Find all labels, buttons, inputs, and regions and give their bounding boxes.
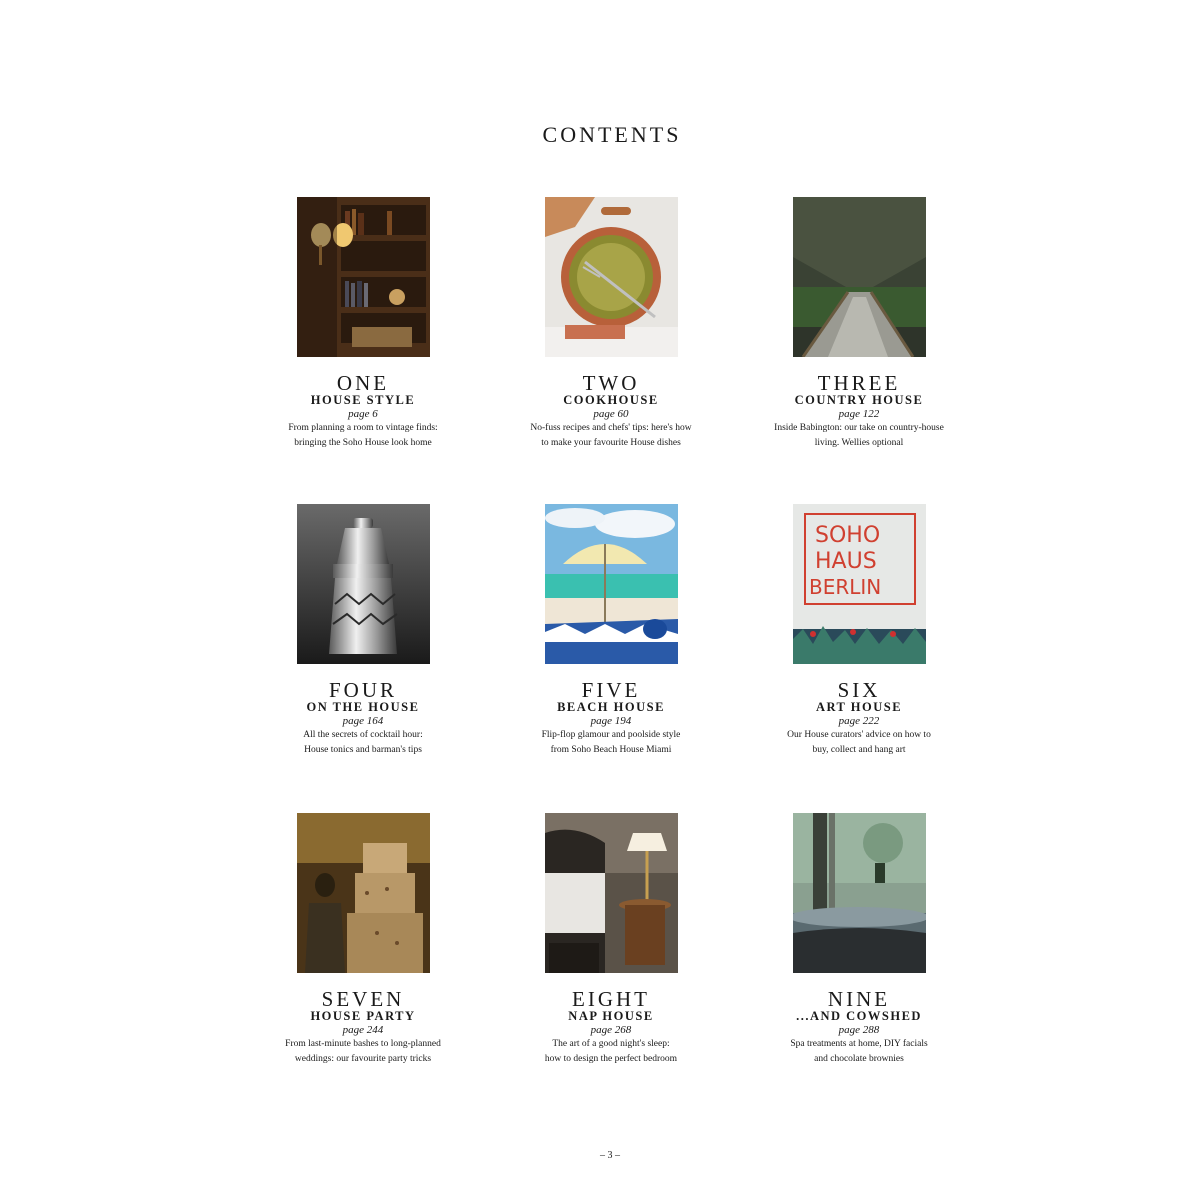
- chapter-description-line: Inside Babington: our take on country-house: [774, 423, 944, 433]
- chapter-description-line: weddings: our favourite party tricks: [294, 1054, 432, 1064]
- spa-pool-photo: [793, 813, 926, 973]
- chapter-entry[interactable]: [744, 813, 974, 1067]
- chapter-entry[interactable]: [248, 504, 478, 758]
- chapter-number: FIVE: [581, 678, 641, 702]
- chapter-number: SEVEN: [321, 987, 405, 1011]
- chapter-entry[interactable]: [496, 813, 726, 1067]
- chapter-entry[interactable]: [496, 504, 726, 758]
- chapter-page: page 6: [348, 408, 378, 420]
- beach-umbrella-photo: [545, 504, 678, 664]
- chapter-description-line: to make your favourite House dishes: [541, 438, 681, 448]
- soho-haus-berlin-artwork-photo: [793, 504, 926, 664]
- cocktail-shaker-photo: [297, 504, 430, 664]
- chapter-number: FOUR: [328, 678, 398, 702]
- chapter-entry[interactable]: [744, 197, 974, 451]
- chapter-number: THREE: [817, 371, 901, 395]
- chapter-entry[interactable]: [248, 197, 478, 451]
- chapter-page: page 268: [590, 1024, 632, 1036]
- chapter-page: page 164: [342, 715, 384, 727]
- chapter-number: SIX: [837, 678, 881, 702]
- chapter-name: NAP HOUSE: [568, 1009, 654, 1023]
- bedroom-photo: [545, 813, 678, 973]
- chapter-description-line: Spa treatments at home, DIY facials: [790, 1039, 928, 1049]
- chapter-page: page 60: [593, 408, 629, 420]
- copper-pan-photo: [545, 197, 678, 357]
- chapter-description-line: living. Wellies optional: [814, 438, 904, 448]
- chapter-page: page 122: [838, 408, 880, 420]
- contents-title: CONTENTS: [542, 122, 682, 147]
- chapter-entry[interactable]: [248, 813, 478, 1067]
- chapter-name: COUNTRY HOUSE: [794, 393, 924, 407]
- library-photo: [297, 197, 430, 357]
- chapter-entry[interactable]: [744, 504, 974, 758]
- chapter-name: BEACH HOUSE: [557, 700, 665, 714]
- chapter-description-line: bringing the Soho House look home: [294, 438, 432, 448]
- artwork-text-line: SOHO: [814, 523, 880, 548]
- wedding-cake-photo: [297, 813, 430, 973]
- chapter-name: HOUSE PARTY: [310, 1009, 416, 1023]
- country-path-photo: [793, 197, 926, 357]
- chapter-description-line: From planning a room to vintage finds:: [288, 423, 438, 433]
- chapter-description-line: and chocolate brownies: [814, 1054, 904, 1064]
- chapter-page: page 222: [838, 715, 880, 727]
- chapter-description-line: Our House curators' advice on how to: [787, 730, 931, 740]
- chapter-description-line: From last-minute bashes to long-planned: [285, 1039, 441, 1049]
- chapter-name: COOKHOUSE: [563, 393, 659, 407]
- chapter-description-line: from Soho Beach House Miami: [550, 745, 672, 755]
- chapter-page: page 288: [838, 1024, 880, 1036]
- chapter-description-line: buy, collect and hang art: [812, 745, 906, 755]
- chapter-number: EIGHT: [572, 987, 650, 1011]
- chapter-name: ART HOUSE: [815, 700, 903, 714]
- chapter-description-line: The art of a good night's sleep:: [552, 1039, 670, 1049]
- chapter-description-line: how to design the perfect bedroom: [544, 1054, 678, 1064]
- chapter-number: ONE: [336, 371, 390, 395]
- chapter-entry[interactable]: [496, 197, 726, 451]
- chapter-description-line: All the secrets of cocktail hour:: [303, 730, 423, 740]
- page-number: – 3 –: [600, 1150, 620, 1161]
- chapter-name: HOUSE STYLE: [310, 393, 416, 407]
- artwork-text-line: BERLIN: [808, 575, 881, 599]
- chapter-number: NINE: [827, 987, 891, 1011]
- chapter-description-line: House tonics and barman's tips: [304, 745, 422, 755]
- chapter-number: TWO: [582, 371, 640, 395]
- chapter-description-line: No-fuss recipes and chefs' tips: here's how: [530, 423, 692, 433]
- chapter-name: ON THE HOUSE: [306, 700, 420, 714]
- chapter-page: page 244: [342, 1024, 384, 1036]
- chapter-description-line: Flip-flop glamour and poolside style: [541, 730, 681, 740]
- artwork-text-line: HAUS: [814, 549, 877, 574]
- chapter-page: page 194: [590, 715, 632, 727]
- chapter-name: ...AND COWSHED: [796, 1009, 922, 1023]
